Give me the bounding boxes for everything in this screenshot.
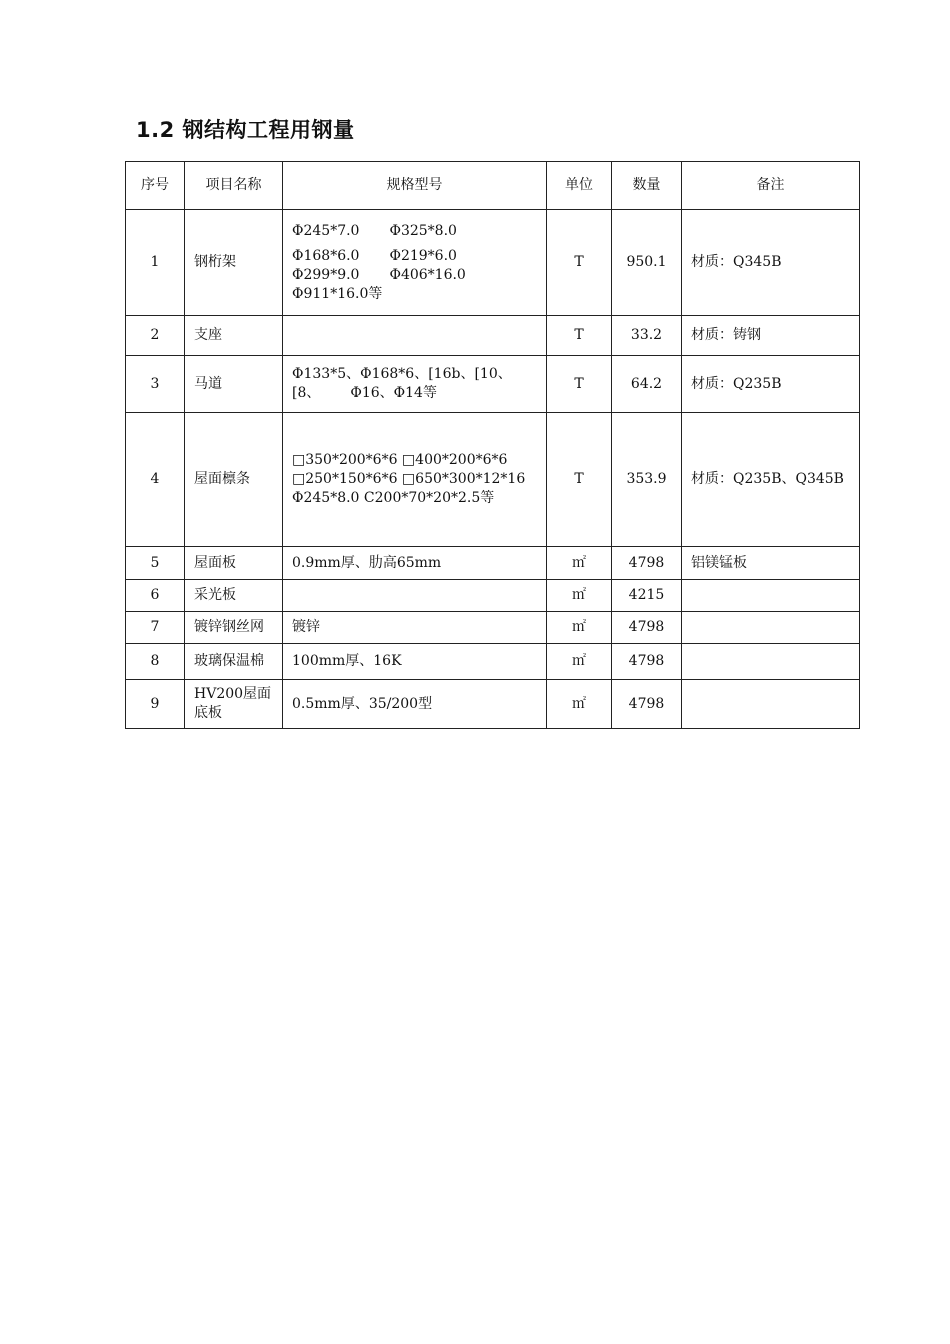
spec-text: Φ325*8.0 bbox=[389, 222, 457, 239]
remark bbox=[682, 612, 860, 644]
quantity: 4798 bbox=[612, 680, 682, 729]
item-name-line: HV200屋面 bbox=[194, 686, 272, 702]
remark bbox=[682, 644, 860, 680]
quantity: 4798 bbox=[612, 547, 682, 580]
header-quantity: 数量 bbox=[612, 162, 682, 210]
steel-quantity-table bbox=[125, 161, 860, 729]
remark: 材质：铸钢 bbox=[682, 316, 860, 356]
table-row bbox=[126, 680, 860, 729]
row-no: 2 bbox=[126, 316, 185, 356]
table-row bbox=[126, 644, 860, 680]
remark: 材质：Q235B bbox=[682, 356, 860, 413]
item-name-line: 底板 bbox=[194, 705, 222, 721]
spec-cell: 镀锌 bbox=[283, 612, 547, 644]
spec-cell: 0.5mm厚、35/200型 bbox=[283, 680, 547, 729]
table-row bbox=[126, 316, 860, 356]
header-unit: 单位 bbox=[547, 162, 612, 210]
header-item-name: 项目名称 bbox=[185, 162, 283, 210]
table-row bbox=[126, 612, 860, 644]
row-no: 4 bbox=[126, 413, 185, 547]
spec-text: □250*150*6*6 □650*300*12*16 bbox=[292, 471, 526, 487]
item-name: 屋面板 bbox=[185, 547, 283, 580]
row-no: 1 bbox=[126, 210, 185, 316]
unit: T bbox=[547, 356, 612, 413]
unit: T bbox=[547, 413, 612, 547]
row-no: 6 bbox=[126, 580, 185, 612]
row-no: 5 bbox=[126, 547, 185, 580]
table-header-row bbox=[126, 162, 860, 210]
remark: 铝镁锰板 bbox=[682, 547, 860, 580]
spec-text: Φ219*6.0 bbox=[389, 247, 457, 264]
spec-cell: 100mm厚、16K bbox=[283, 644, 547, 680]
table-row bbox=[126, 580, 860, 612]
row-no: 8 bbox=[126, 644, 185, 680]
header-spec: 规格型号 bbox=[283, 162, 547, 210]
table-row bbox=[126, 210, 860, 316]
quantity: 4798 bbox=[612, 644, 682, 680]
spec-text: Φ911*16.0等 bbox=[292, 285, 383, 302]
row-no: 9 bbox=[126, 680, 185, 729]
item-name: 屋面檩条 bbox=[185, 413, 283, 547]
spec-text: Φ245*7.0 bbox=[292, 222, 360, 239]
quantity: 4215 bbox=[612, 580, 682, 612]
item-name: 马道 bbox=[185, 356, 283, 413]
spec-text: [8、 bbox=[292, 385, 321, 401]
unit: ㎡ bbox=[547, 547, 612, 580]
header-no: 序号 bbox=[126, 162, 185, 210]
unit: T bbox=[547, 316, 612, 356]
row-no: 3 bbox=[126, 356, 185, 413]
row-no: 7 bbox=[126, 612, 185, 644]
spec-text: Φ245*8.0 C200*70*20*2.5等 bbox=[292, 490, 495, 506]
item-name bbox=[185, 680, 283, 729]
item-name: 玻璃保温棉 bbox=[185, 644, 283, 680]
item-name: 支座 bbox=[185, 316, 283, 356]
spec-cell: 0.9mm厚、肋高65mm bbox=[283, 547, 547, 580]
quantity: 33.2 bbox=[612, 316, 682, 356]
unit: T bbox=[547, 210, 612, 316]
spec-cell bbox=[283, 580, 547, 612]
remark bbox=[682, 680, 860, 729]
quantity: 4798 bbox=[612, 612, 682, 644]
remark: 材质：Q345B bbox=[682, 210, 860, 316]
spec-cell bbox=[283, 413, 547, 547]
quantity: 950.1 bbox=[612, 210, 682, 316]
spec-text: Φ168*6.0 bbox=[292, 247, 360, 264]
unit: ㎡ bbox=[547, 612, 612, 644]
table-row bbox=[126, 356, 860, 413]
quantity: 353.9 bbox=[612, 413, 682, 547]
quantity: 64.2 bbox=[612, 356, 682, 413]
item-name: 镀锌钢丝网 bbox=[185, 612, 283, 644]
spec-text: □350*200*6*6 □400*200*6*6 bbox=[292, 452, 508, 468]
unit: ㎡ bbox=[547, 580, 612, 612]
spec-cell bbox=[283, 316, 547, 356]
item-name: 采光板 bbox=[185, 580, 283, 612]
unit: ㎡ bbox=[547, 680, 612, 729]
spec-text: Φ16、Φ14等 bbox=[350, 385, 437, 401]
unit: ㎡ bbox=[547, 644, 612, 680]
spec-text: Φ133*5、Φ168*6、[16b、[10、 bbox=[292, 366, 512, 382]
remark: 材质：Q235B、Q345B bbox=[682, 413, 860, 547]
spec-text: Φ406*16.0 bbox=[389, 266, 466, 283]
table-row bbox=[126, 547, 860, 580]
spec-cell bbox=[283, 210, 547, 316]
spec-cell bbox=[283, 356, 547, 413]
remark bbox=[682, 580, 860, 612]
spec-text: Φ299*9.0 bbox=[292, 266, 360, 283]
table-row bbox=[126, 413, 860, 547]
section-heading: 1.2 钢结构工程用钢量 bbox=[136, 118, 355, 142]
header-remark: 备注 bbox=[682, 162, 860, 210]
item-name: 钢桁架 bbox=[185, 210, 283, 316]
